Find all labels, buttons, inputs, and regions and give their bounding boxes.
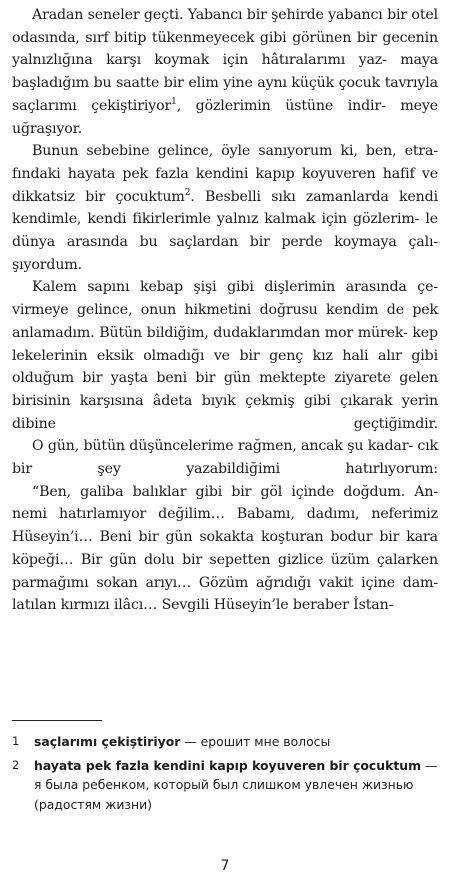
text-line: Bunun sebebine gelince, öyle sanıyorum ki, ben, etra- [32, 143, 438, 160]
text-line: kendimle, kendi fikirlerimle yalnız kalmak için gözlerim- [12, 211, 420, 228]
text-line: Kalem sapını kebap şişi gibi dişlerimin arasında çe- [32, 279, 438, 296]
footnote-2 [12, 756, 440, 815]
text-line: olduğum bir yaşta beni bir gün mektepte ziyarete gelen [12, 370, 438, 387]
text-line: anlamadım. Bütün bildiğim, dudaklarımdan mor mürek- [12, 324, 408, 341]
footnote-body [34, 732, 440, 752]
footnote-dash: — [184, 734, 197, 749]
text-line: latılan kırmızı ilâcı… Sevgili Hüseyin’le beraber İstan- [12, 597, 394, 614]
footnote-1 [12, 732, 440, 752]
footnote-body [34, 756, 440, 815]
footnote-term: hayata pek fazla kendini kapıp koyuveren bir çocuktum [34, 757, 421, 773]
page-number: 7 [220, 858, 230, 874]
text-line: gecenin yalnızlığına karşı koymak için hâtıralarımı yaz- [12, 29, 438, 69]
paragraph-1 [12, 4, 438, 140]
text-line: birisinin karşısına âdeta bıyık çekmiş gibi çıkarak yerin [12, 392, 438, 409]
footnote-translation: ерошит мне волосы [200, 734, 331, 749]
footnote-number: 1 [12, 734, 20, 748]
text-line: meye uğraşıyor. [12, 97, 438, 137]
text-line: maya başladığım bu saatte bir elim yine aynı küçük çocuk [12, 52, 438, 92]
text-line: le dünya arasında bu saçlardan bir perde koymaya çalı- [12, 211, 438, 251]
paragraph-5 [12, 481, 438, 617]
text-line: parmağımı sokan arıyı… Gözüm ağrıdığı vakit içine dam- [12, 574, 438, 591]
main-text [12, 4, 438, 617]
footnote-translation: я была ребенком, который был слишком увлечен жизнью (радостям жизни) [34, 777, 414, 812]
text-line: O gün, bütün düşüncelerime rağmen, ancak şu kadar- [32, 438, 413, 455]
text-line: dibine geçtiğimdir. [12, 415, 438, 432]
text-line: fındaki hayata pek fazla kendini kapıp koyuveren hafif ve [12, 165, 438, 182]
text-line: köpeği… Bir gün dolu bir sepetten gizlice üzüm çalarken [12, 551, 438, 568]
footnote-term: saçlarımı çekiştiriyor [34, 734, 181, 749]
footnote-marker: 1 [171, 96, 177, 107]
footnote-marker: 2 [184, 187, 191, 198]
text-line: kep lekelerinin eksik olmadığı ve bir genç kız hali alır gibi [12, 324, 438, 364]
text-line: nemi hatırlamıyor değilim… Babamı, dadımı, neferimiz [12, 506, 438, 523]
text-line: tavrıyla saçlarımı çekiştiriyor$^1$, gözlerimin üstüne indir- [12, 75, 438, 114]
text-line: Aradan seneler geçti. Yabancı bir şehirde yabancı bir [32, 7, 412, 23]
text-line: virmeye gelince, onun hikmetini doğrusu kendim de pek [12, 302, 438, 319]
footnote-separator [12, 720, 102, 721]
text-line: otel odasında, sırf bitip tükenmeyecek gibi görünen bir [12, 7, 438, 46]
paragraph-4 [12, 435, 438, 480]
footnotes [12, 732, 440, 818]
footnote-dash: — [424, 757, 438, 773]
paragraph-2 [12, 140, 438, 276]
paragraph-3 [12, 276, 438, 435]
text-line: şıyordum. [12, 256, 82, 273]
text-line: “Ben, galiba balıklar gibi bir göl içinde doğdum. An- [32, 483, 438, 500]
text-line: dikkatsiz bir çocuktum$^2$. Besbelli sıkı zamanlarda kendi [12, 187, 438, 205]
footnote-number: 2 [12, 757, 20, 772]
text-line: Hüseyin’i… Beni bir gün sokakta koşturan bodur bir kara [12, 529, 438, 546]
text-line: cık bir şey yazabildiğimi hatırlıyorum: [12, 438, 439, 478]
